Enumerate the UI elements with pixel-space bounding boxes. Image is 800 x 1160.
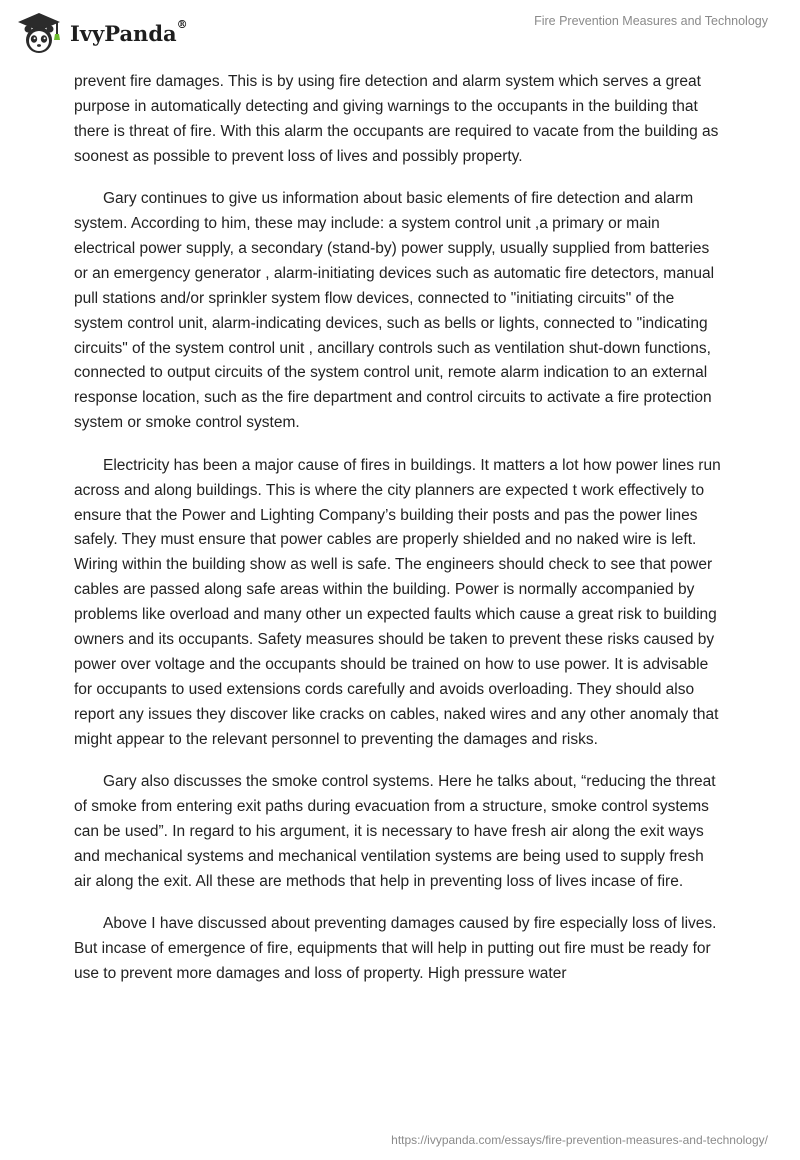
paragraph: Gary also discusses the smoke control systems. Here he talks about, “reducing the threat of smoke from entering exit paths during evacuation from a structure, smoke control systems can be used”. In regard to his argument, it is necessary to have fresh air along the exit ways and mechanical systems and mechanical ventilation systems are being used to supply fresh air along the exit. All these are methods that help in preventing loss of lives incase of fire. [74, 773, 716, 890]
paragraph: Gary continues to give us information about basic elements of fire detection and alarm system. According to him, these may include: a system control unit ,a primary or main electrical power supply, a secondary (stand-by) power supply, usually supplied from batteries or an emergency generator , alarm-initiating devices such as automatic fire detectors, manual pull stations and/or sprinkler system flow devices, connected to "initiating circuits" of the system control unit, alarm-indicating devices, such as bells or lights, connected to "indicating circuits" of the system control unit , ancillary controls such as ventilation shut-down functions, connected to output circuits of the system control unit, remote alarm indication to an external response location, such as the fire department and control circuits to activate a fire protection system or smoke control system. [74, 190, 715, 432]
document-title: Fire Prevention Measures and Technology [534, 14, 768, 28]
paragraph: Electricity has been a major cause of fires in buildings. It matters a lot how power lines run across and along buildings. This is where the city planners are expected t work effectively to ensure that the Power and Lighting Company’s building their posts and pas the power lines safely. They must ensure that power cables are properly shielded and no naked wire is left. Wiring within the building show as well is safe. The engineers should check to see that power cables are passed along safe areas within the building. Power is normally accompanied by problems like overload and many other un expected faults which cause a great risk to building owners and its occupants. Safety measures should be taken to prevent these risks caused by power over voltage and the occupants should be trained on how to use power. It is advisable for occupants to used extensions cords carefully and avoids overloading. They should also report any issues they discover like cracks on cables, naked wires and any other anomaly that might appear to the relevant personnel to preventing the damages and risks. [74, 456, 721, 748]
essay-body [74, 70, 724, 1004]
paragraph: Above I have discussed about preventing damages caused by fire especially loss of lives. But incase of emergence of fire, equipments that will help in putting out fire must be ready for use to prevent more damages and loss of property. High pressure water [74, 915, 717, 982]
page-header [0, 0, 800, 64]
brand-name: IvyPanda® [70, 17, 188, 46]
logo[interactable] [16, 11, 188, 55]
paragraph: prevent fire damages. This is by using fire detection and alarm system which serves a great purpose in automatically detecting and giving warnings to the occupants in the building that there is threat of fire. With this alarm the occupants are required to vacate from the building as soonest as possible to prevent loss of lives and possibly property. [74, 73, 719, 165]
footer-url[interactable]: https://ivypanda.com/essays/fire-prevention-measures-and-technology/ [391, 1133, 768, 1147]
graduation-cap-panda-icon [16, 11, 62, 55]
